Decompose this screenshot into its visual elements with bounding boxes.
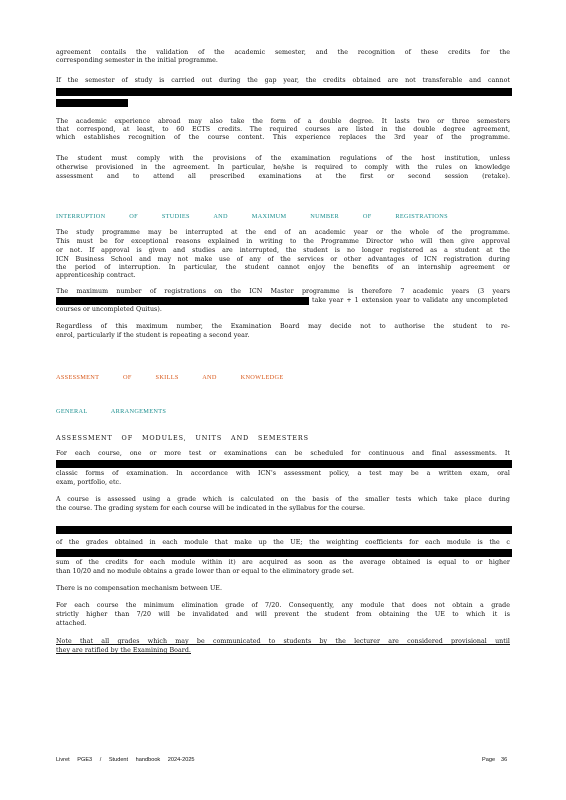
redaction-bar [56, 460, 512, 468]
text-line: the course. The grading system for each course will be indicated in the syllabus for the course. [56, 505, 366, 512]
text-line: apprenticeship contract. [56, 272, 136, 279]
text-line: which establishes recognition of the course content. This experience replaces the 3rd year of the programme. [56, 134, 510, 141]
text-line: or not. If approval is given and studies are interrupted, the student is no longer registered as a student at the [56, 247, 510, 254]
text-line: the period of interruption. In particular, the student cannot enjoy the benefits of an internship agreement or [56, 264, 510, 271]
footer-page-label: Page [482, 757, 496, 763]
footer-page-number: 36 [501, 757, 508, 763]
redaction-bar [56, 526, 512, 534]
redaction-bar [56, 99, 128, 107]
text-line: that correspond, at least, to 60 ECTS credits. The required courses are listed in the double degree agreement, [56, 126, 510, 133]
text-line: exam, portfolio, etc. [56, 479, 122, 486]
text-line: they are ratified by the Examining Board. [56, 647, 191, 654]
text-line: sum of the credits for each module within it) are acquired as soon as the average obtained is equal to or higher [56, 559, 510, 566]
redaction-bar [56, 297, 309, 305]
text-line: There is no compensation mechanism between UE. [56, 585, 222, 592]
text-line: otherwise provisioned in the agreement. In particular, he/she is required to comply with the rules on knowledge [56, 164, 510, 171]
text-line: The academic experience abroad may also take the form of a double degree. It lasts two or three semesters [56, 118, 510, 125]
text-line: This must be for exceptional reasons explained in writing to the Programme Director who will then give approval [56, 238, 510, 245]
text-line: The maximum number of registrations on the ICN Master programme is therefore 7 academic years (3 years [56, 288, 510, 295]
text-line: For each course, one or more test or examinations can be scheduled for continuous and final assessments. It [56, 450, 510, 457]
text-line: assessment and to attend all prescribed examinations at the first or second session (retake). [56, 173, 510, 180]
text-line: enrol, particularly if the student is repeating a second year. [56, 332, 250, 339]
text-line: courses or uncompleted Quitus). [56, 306, 162, 313]
text-line: attached. [56, 620, 87, 627]
section-heading: ASSESSMENT OF SKILLS AND KNOWLEDGE [56, 374, 284, 381]
footer-handbook-title: Livret PGE3 / Student handbook 2024-2025 [56, 757, 195, 763]
text-line: A course is assessed using a grade which is calculated on the basis of the smaller tests which take place during [56, 496, 510, 503]
subheading: ASSESSMENT OF MODULES, UNITS AND SEMESTERS [56, 434, 309, 442]
text-line: corresponding semester in the initial programme. [56, 57, 218, 64]
section-heading: INTERRUPTION OF STUDIES AND MAXIMUM NUMBER OF REGISTRATIONS [56, 213, 448, 220]
text-line: classic forms of examination. In accordance with ICN's assessment policy, a test may be a written exam, oral [56, 470, 510, 477]
text-line: Note that all grades which may be communicated to students by the lecturer are considered provisional until [56, 638, 510, 645]
text-line: ICN Business School and may not make use of any of the services or other advantages of ICN registration during [56, 256, 510, 263]
text-line: agreement contails the validation of the academic semester, and the recognition of these credits for the [56, 49, 510, 56]
text-line: of the grades obtained in each module that make up the UE; the weighting coefficients for each module is the c [56, 539, 510, 546]
text-line: take year + 1 extension year to validate any uncompleted [312, 297, 508, 304]
redaction-bar [56, 549, 512, 557]
text-line: The study programme may be interrupted at the end of an academic year or the whole of the programme. [56, 229, 510, 236]
text-line: strictly higher than 7/20 will be invalidated and will prevent the student from obtaining the UE to which it is [56, 611, 510, 618]
text-line: The student must comply with the provisions of the examination regulations of the host institution, unless [56, 155, 510, 162]
redaction-bar [56, 88, 512, 96]
text-line: If the semester of study is carried out during the gap year, the credits obtained are not transferable and cannot [56, 77, 510, 84]
subsection-heading: GENERAL ARRANGEMENTS [56, 408, 167, 415]
text-line: Regardless of this maximum number, the Examination Board may decide not to authorise the student to re- [56, 323, 510, 330]
text-line: than 10/20 and no module obtains a grade lower than or equal to the eliminatory grade set. [56, 568, 354, 575]
text-line: For each course the minimum elimination grade of 7/20. Consequently, any module that does not obtain a grade [56, 602, 510, 609]
